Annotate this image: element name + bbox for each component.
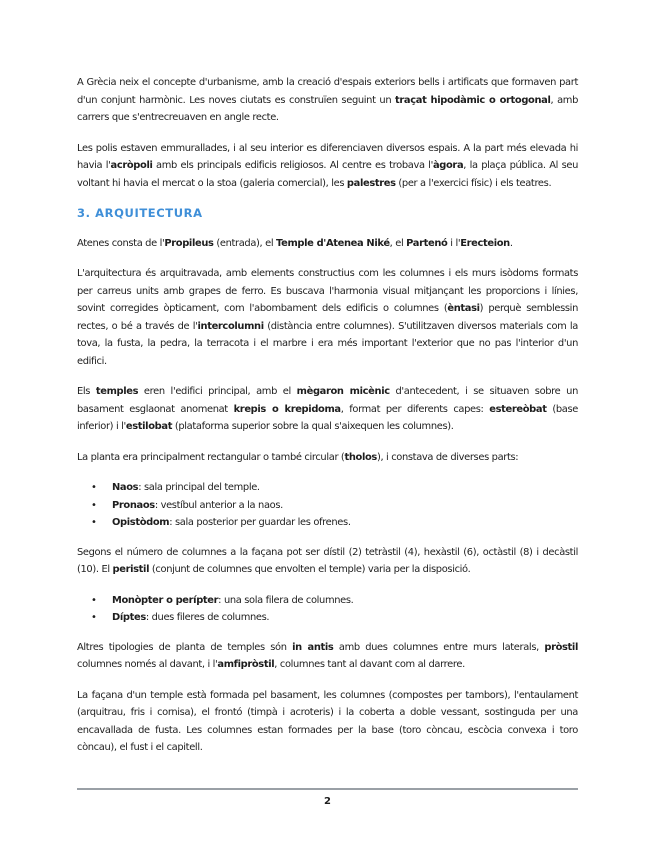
bold-term: Opistòdom (112, 517, 170, 528)
bold-term: Erecteion (460, 237, 510, 249)
list-item: • Monòpter o perípter: una sola filera de columnes. (77, 592, 578, 610)
paragraph-facade: La façana d'un temple està formada pel basament, les columnes (compostes per tambors), l'entaulament (arquitrau, fris i cornisa), el frontó (timpà i acroteris) i la coberta a doble vessant, sostinguda per una encavallada de fusta. Les columnes estan formades per la base (toro còncau, escòcia convexa i toro còncau), el fust i el capitell. (77, 689, 578, 753)
bullet-icon: • (91, 499, 97, 511)
bold-term: estilobat (125, 421, 173, 432)
list-item: • Naos: sala principal del temple. (77, 479, 578, 497)
bullet-icon: • (91, 594, 97, 606)
page-content (77, 74, 578, 770)
bold-term: krepis o krepidoma (233, 403, 341, 415)
paragraph-typologies: Altres tipologies de planta de temples són in antis amb dues columnes entre murs laterals, pròstil columnes només al davant, i l'amfipròstil, columnes tant al davant com al darrere. (77, 641, 579, 670)
bold-term: Naos (112, 482, 139, 493)
bold-term: temples (95, 386, 139, 397)
bold-term: Partenó (406, 237, 448, 249)
bullet-icon: • (91, 517, 97, 528)
bullet-icon: • (91, 612, 97, 623)
peristyle-list (77, 592, 578, 627)
paragraph-temples: Els temples eren l'edifici principal, amb el mègaron micènic d'antecedent, i se situaven sobre un basament esglaonat anomenat krepis o krepidoma, format per diferents capes: estereòbat (base inferior) i l'estilobat (plataforma superior sobre la qual s'aixequen les columnes). (77, 386, 578, 432)
bold-term: Pronaos (112, 499, 155, 511)
bold-term: intercolumni (197, 320, 264, 332)
bold-term: àgora (432, 160, 464, 171)
paragraph-polis: Les polis estaven emmurallades, i al seu interior es diferenciaven diversos espais. A la part més elevada hi havia l'acròpoli amb els principals edificis religiosos. Al centre es trobava l'àgora, la plaça pública. Al seu voltant hi havia el mercat o la stoa (galeria comercial), les palestres (per a l'exercici físic) i els teatres. (77, 142, 579, 189)
paragraph-athens: Atenes consta de l'Propileus (entrada), el Temple d'Atenea Niké, el Partenó i l'Erecteion. (77, 237, 513, 249)
bold-term: acròpoli (110, 160, 153, 171)
footer-divider (77, 788, 578, 790)
bold-term: estereòbat (489, 403, 547, 415)
bold-term: Propileus (164, 237, 214, 249)
bold-term: palestres (346, 177, 396, 189)
temple-parts-list (77, 479, 578, 532)
page-number: 2 (324, 796, 331, 807)
section-heading: 3. ARQUITECTURA (77, 206, 203, 220)
list-item: • Díptes: dues fileres de columnes. (77, 609, 578, 627)
bullet-icon: • (91, 482, 97, 493)
bold-term: mègaron micènic (296, 386, 390, 397)
paragraph-floor-plan: La planta era principalment rectangular o també circular (tholos), i constava de diverses parts: (77, 451, 519, 463)
bold-term: traçat hipodàmic o ortogonal (395, 94, 551, 106)
paragraph-architecture: L'arquitectura és arquitravada, amb elements constructius com les columnes i els murs isòdoms formats per carreus units amb grapes de ferro. Es buscava l'harmonia visual mitjançant les proporcions i línies, sovint corregides òpticament, com l'abombament dels edificis o columnes (èntasi) perquè semblessin rectes, o bé a través de l'intercolumni (distància entre columnes). S'utilitzaven diversos materials com la tova, la fusta, la pedra, la terracota i el marbre i era més important l'exterior que no pas l'interior d'un edifici. (77, 268, 578, 367)
bold-term: in antis (292, 641, 334, 653)
list-item: • Pronaos: vestíbul anterior a la naos. (77, 497, 578, 515)
bold-term: peristil (112, 564, 150, 575)
bold-term: pròstil (544, 641, 579, 653)
bold-term: èntasi (447, 303, 480, 314)
bold-term: Monòpter o perípter (112, 594, 219, 606)
list-item: • Opistòdom: sala posterior per guardar les ofrenes. (77, 514, 578, 532)
bold-term: Temple d'Atenea Niké (276, 237, 390, 249)
bold-term: Díptes (112, 612, 146, 623)
paragraph-urbanism: A Grècia neix el concepte d'urbanisme, amb la creació d'espais exteriors bells i artificats que formaven part d'un conjunt harmònic. Les noves ciutats es construïen seguint un traçat hipodàmic o ortogonal, amb carrers que s'entrecreuaven en angle recte. (77, 77, 578, 123)
paragraph-columns: Segons el número de columnes a la façana pot ser dístil (2) tetràstil (4), hexàstil (6), octàstil (8) i decàstil (10). El peristil (conjunt de columnes que envolten el temple) varia per la disposició. (77, 546, 578, 575)
bold-term: tholos (344, 451, 377, 463)
bold-term: amfipròstil (217, 659, 275, 670)
